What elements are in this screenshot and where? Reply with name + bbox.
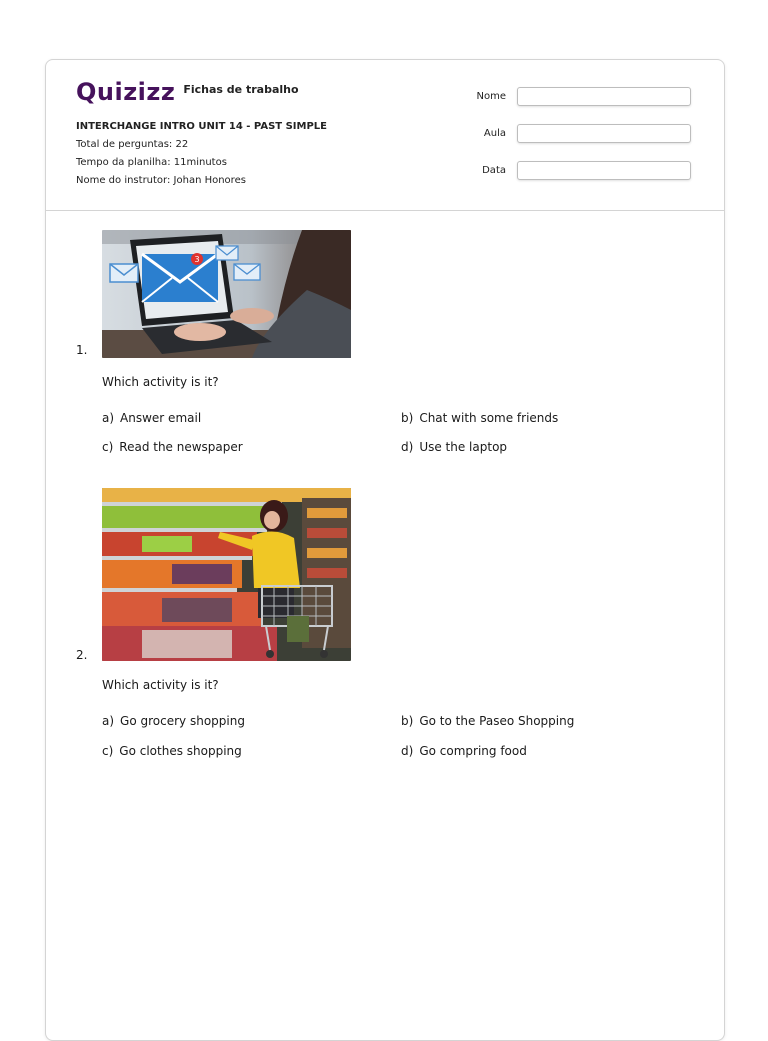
class-field-row <box>461 124 721 146</box>
question-2 <box>46 488 724 778</box>
sheet-time: Tempo da planilha: 11minutos <box>76 157 227 168</box>
class-input[interactable] <box>517 124 691 143</box>
option-letter: b) <box>401 411 414 425</box>
laptop-email-image <box>102 230 351 358</box>
option-text: Go grocery shopping <box>120 714 245 728</box>
option-a <box>102 714 245 728</box>
option-d <box>401 744 527 758</box>
worksheet-title: INTERCHANGE INTRO UNIT 14 - PAST SIMPLE <box>76 121 327 132</box>
brand-name: Quizizz <box>76 78 176 106</box>
worksheet-header <box>46 60 724 211</box>
date-input[interactable] <box>517 161 691 180</box>
option-b <box>401 714 574 728</box>
option-c <box>102 744 242 758</box>
date-label: Data <box>482 165 506 176</box>
option-b <box>401 411 558 425</box>
option-letter: a) <box>102 714 115 728</box>
laptop-email-illustration <box>102 230 351 358</box>
date-field-row <box>461 161 721 183</box>
option-text: Answer email <box>120 411 202 425</box>
option-letter: d) <box>401 440 414 454</box>
option-text: Chat with some friends <box>419 411 559 425</box>
name-input[interactable] <box>517 87 691 106</box>
option-text: Go to the Paseo Shopping <box>419 714 575 728</box>
option-a <box>102 411 201 425</box>
quizizz-logo <box>76 78 299 106</box>
option-text: Read the newspaper <box>119 440 243 454</box>
class-label: Aula <box>483 128 506 139</box>
grocery-store-image <box>102 488 351 661</box>
option-c <box>102 440 243 454</box>
option-letter: d) <box>401 744 414 758</box>
name-field-row <box>461 87 721 109</box>
option-letter: a) <box>102 411 115 425</box>
instructor-name: Nome do instrutor: Johan Honores <box>76 175 246 186</box>
question-number: 1. <box>76 343 88 357</box>
worksheet-subtitle: Fichas de trabalho <box>183 82 299 96</box>
option-letter: b) <box>401 714 414 728</box>
question-prompt: Which activity is it? <box>102 375 219 389</box>
option-d <box>401 440 507 454</box>
option-text: Use the laptop <box>419 440 508 454</box>
email-badge-count: 3 <box>194 255 200 264</box>
grocery-store-illustration <box>102 488 351 661</box>
worksheet <box>45 59 725 1041</box>
name-label: Nome <box>476 91 506 102</box>
question-number: 2. <box>76 648 88 662</box>
question-prompt: Which activity is it? <box>102 678 219 692</box>
option-letter: c) <box>102 744 114 758</box>
option-letter: c) <box>102 440 114 454</box>
option-text: Go compring food <box>419 744 527 758</box>
question-1 <box>46 230 724 470</box>
total-questions: Total de perguntas: 22 <box>76 139 189 150</box>
worksheet-meta <box>76 118 327 190</box>
option-text: Go clothes shopping <box>119 744 242 758</box>
